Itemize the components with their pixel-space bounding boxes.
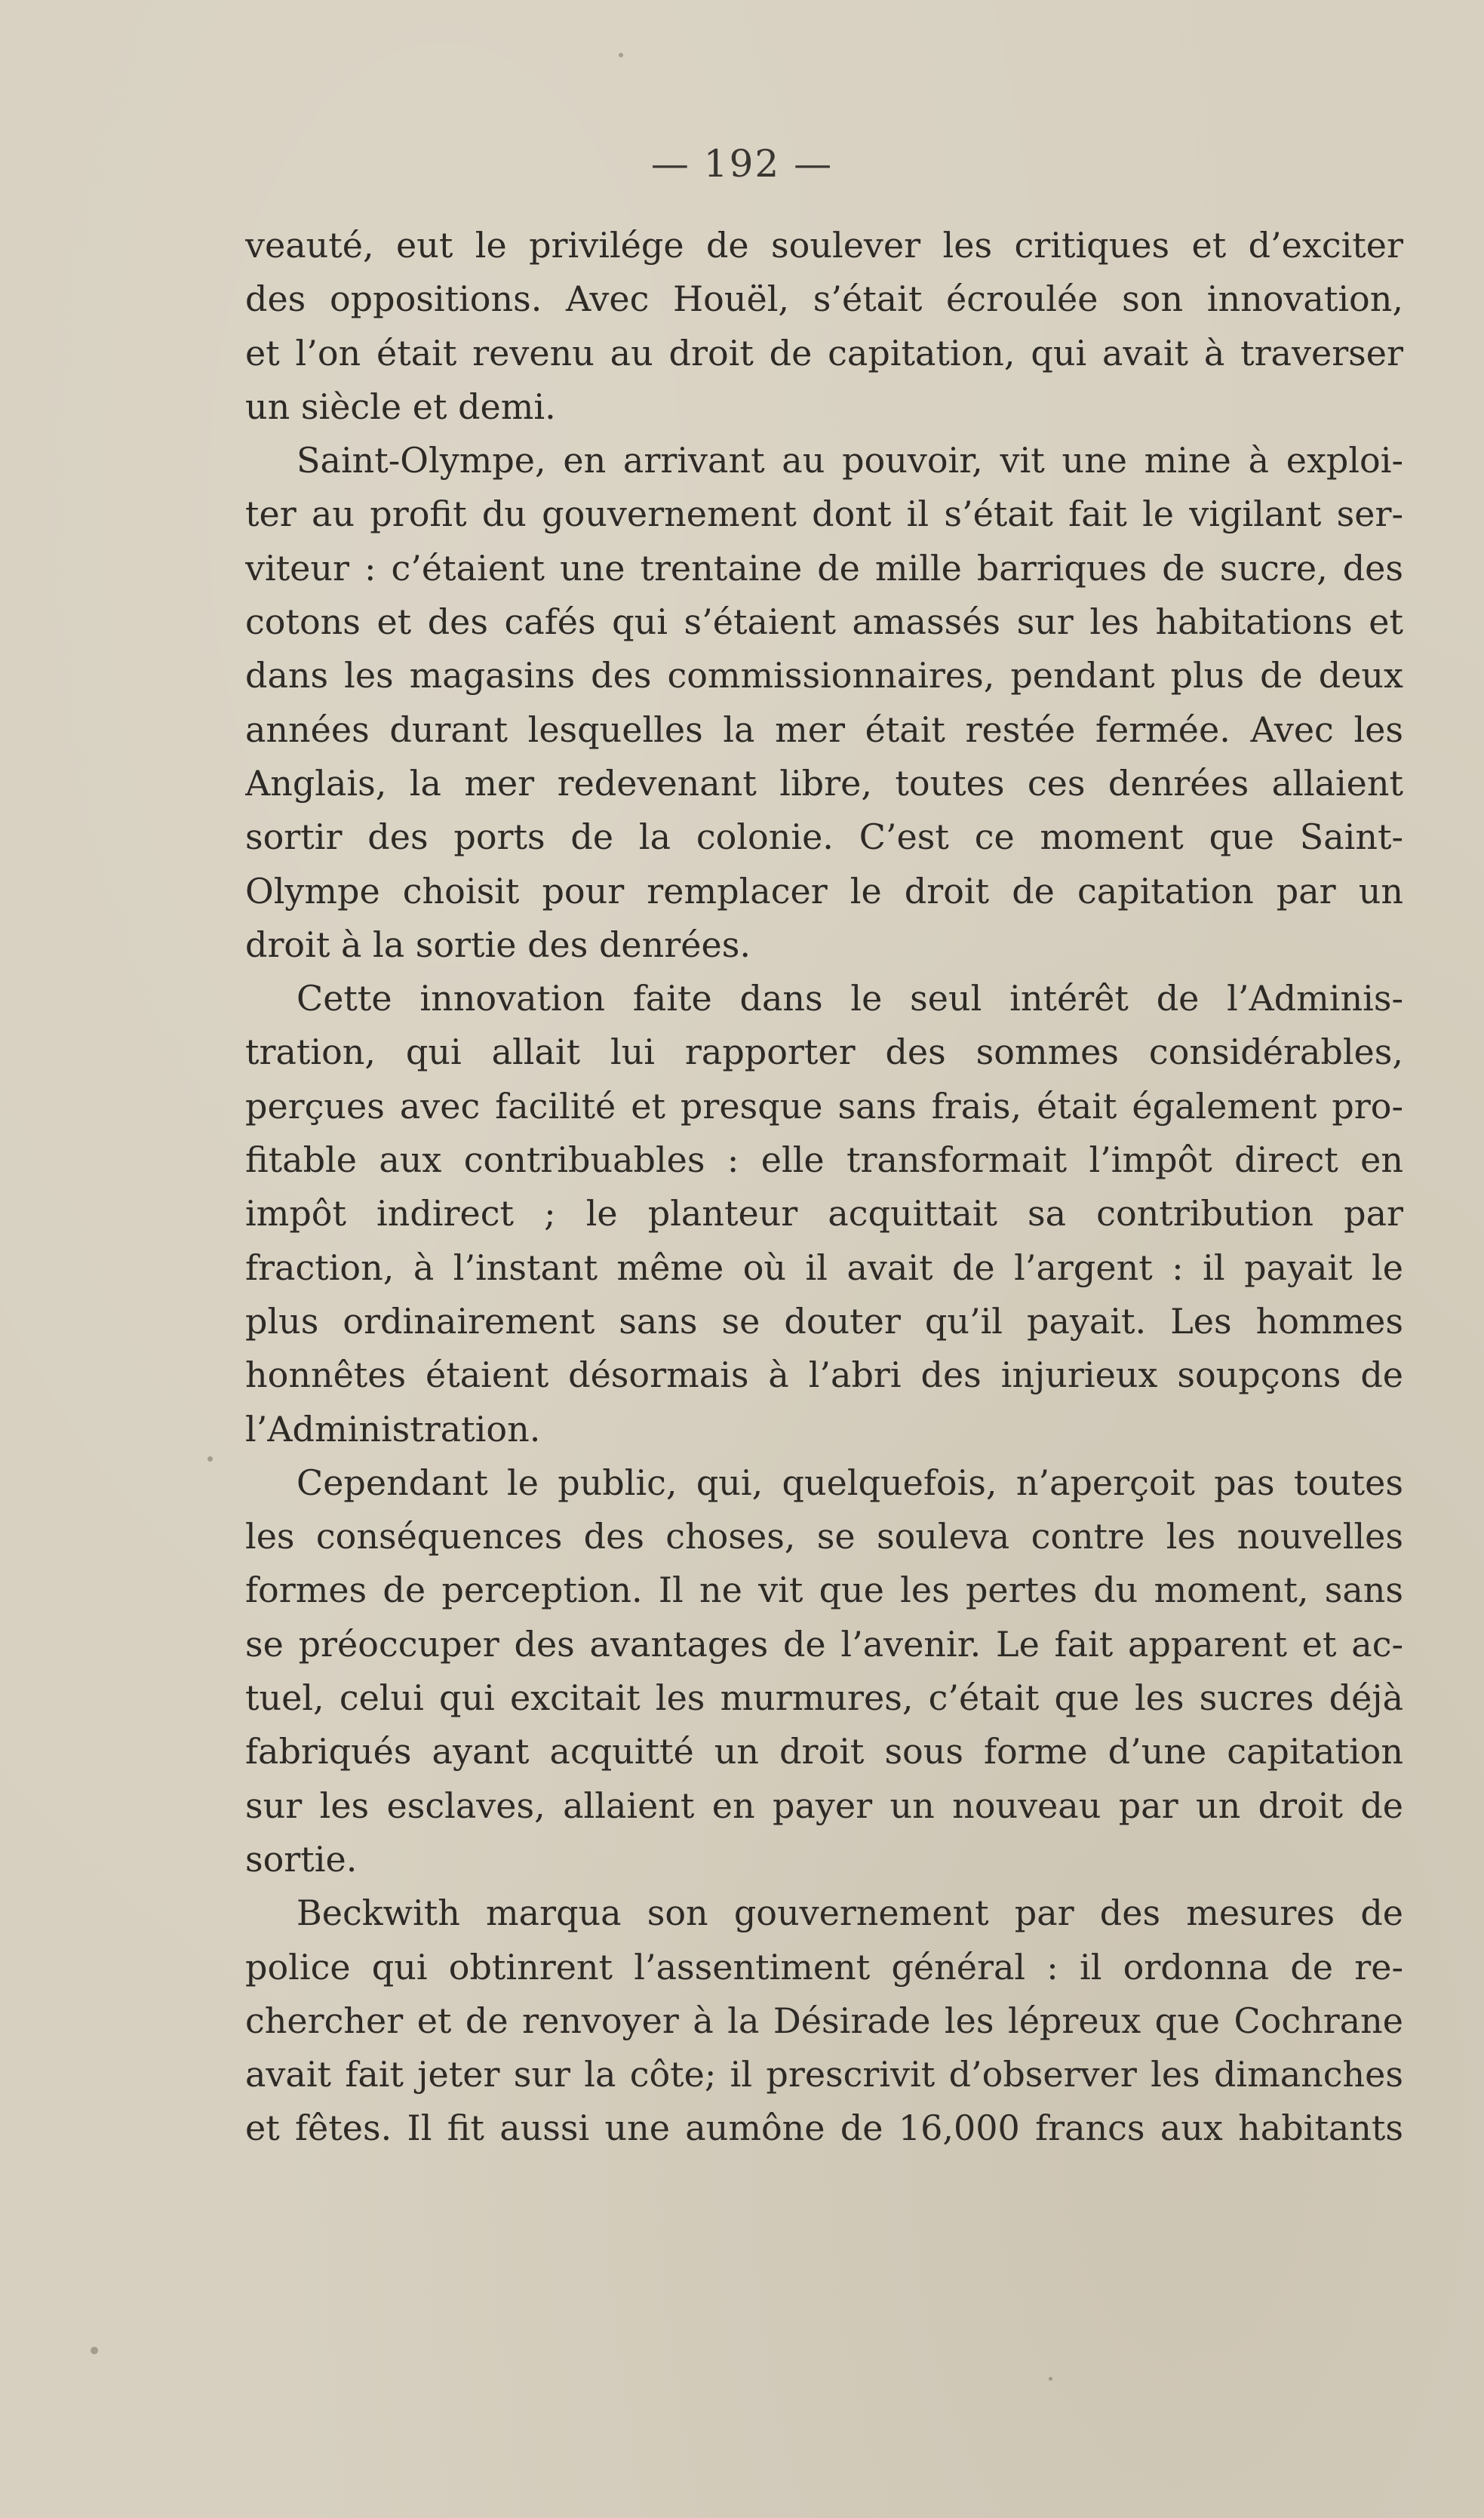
paper-speck [1049, 2377, 1052, 2381]
text-line: plus ordinairement sans se douter qu’il payait. Les hommes [245, 1300, 1403, 1342]
text-line: Beckwith marqua son gouvernement par des mesures de [296, 1892, 1403, 1934]
paper-speck [207, 1456, 213, 1462]
text-line: sortie. [245, 1838, 358, 1880]
text-line: fitable aux contribuables : elle transformait l’impôt direct en [245, 1139, 1403, 1181]
text-line: et l’on était revenu au droit de capitation, qui avait à traverser [245, 332, 1403, 374]
text-line: Saint-Olympe, en arrivant au pouvoir, vit une mine à exploi- [296, 440, 1403, 481]
text-line: fabriqués ayant acquitté un droit sous forme d’une capitation [245, 1731, 1403, 1772]
text-line: tuel, celui qui excitait les murmures, c’était que les sucres déjà [245, 1677, 1403, 1719]
text-line: avait fait jeter sur la côte; il prescrivit d’observer les dimanches [245, 2054, 1403, 2095]
text-line: impôt indirect ; le planteur acquittait sa contribution par [245, 1193, 1403, 1234]
text-line: dans les magasins des commissionnaires, pendant plus de deux [245, 655, 1403, 696]
text-line: se préoccuper des avantages de l’avenir. Le fait apparent et ac- [245, 1623, 1403, 1665]
text-line: sur les esclaves, allaient en payer un nouveau par un droit de [245, 1785, 1403, 1826]
text-line: Cette innovation faite dans le seul intérêt de l’Adminis- [296, 978, 1403, 1019]
text-line: chercher et de renvoyer à la Désirade les lépreux que Cochrane [245, 2000, 1403, 2041]
text-line: honnêtes étaient désormais à l’abri des injurieux soupçons de [245, 1354, 1403, 1396]
text-line: ter au profit du gouvernement dont il s’était fait le vigilant ser- [245, 493, 1403, 535]
text-line: fraction, à l’instant même où il avait de l’argent : il payait le [245, 1247, 1403, 1288]
text-line: et fêtes. Il fit aussi une aumône de 16,000 francs aux habitants [245, 2108, 1403, 2149]
text-line: tration, qui allait lui rapporter des sommes considérables, [245, 1031, 1403, 1073]
paper-speck [619, 53, 623, 57]
text-line: Anglais, la mer redevenant libre, toutes ces denrées allaient [245, 762, 1403, 804]
text-line: droit à la sortie des denrées. [245, 924, 751, 965]
text-line: Olympe choisit pour remplacer le droit de capitation par un [245, 870, 1403, 912]
text-line: perçues avec facilité et presque sans frais, était également pro- [245, 1085, 1403, 1127]
text-line: formes de perception. Il ne vit que les pertes du moment, sans [245, 1570, 1403, 1611]
text-line: l’Administration. [245, 1408, 541, 1450]
text-line: cotons et des cafés qui s’étaient amassés sur les habitations et [245, 601, 1403, 643]
text-line: Cependant le public, qui, quelquefois, n’aperçoit pas toutes [296, 1462, 1403, 1503]
text-line: veauté, eut le privilége de soulever les critiques et d’exciter [245, 225, 1403, 266]
body-text [245, 219, 1403, 2156]
text-line: les conséquences des choses, se souleva contre les nouvelles [245, 1516, 1403, 1557]
paper-speck [91, 2347, 98, 2354]
text-line: années durant lesquelles la mer était restée fermée. Avec les [245, 709, 1403, 750]
text-line: des oppositions. Avec Houël, s’était écroulée son innovation, [245, 278, 1403, 320]
text-line: police qui obtinrent l’assentiment général : il ordonna de re- [245, 1946, 1403, 1988]
text-line: sortir des ports de la colonie. C’est ce moment que Saint- [245, 816, 1403, 858]
page-number: — 192 — [650, 142, 834, 186]
text-line: un siècle et demi. [245, 386, 556, 427]
text-line: viteur : c’étaient une trentaine de mille barriques de sucre, des [245, 547, 1403, 589]
